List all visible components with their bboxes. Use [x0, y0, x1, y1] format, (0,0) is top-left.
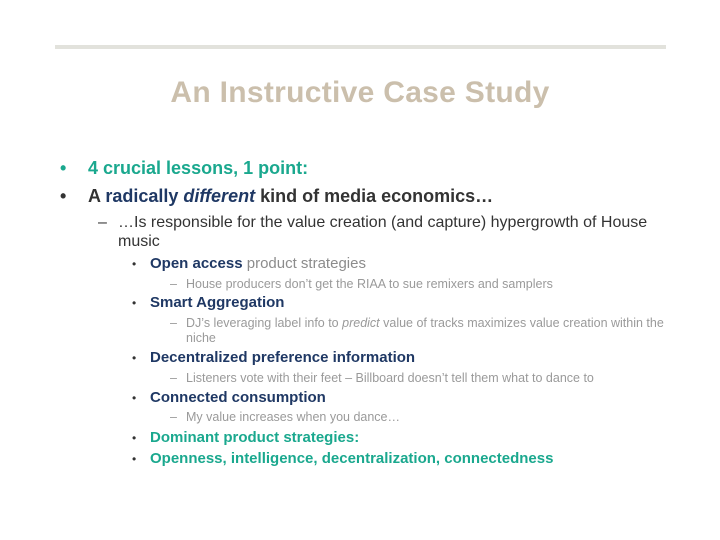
item-label	[150, 255, 366, 272]
item-key: Smart Aggregation	[150, 294, 285, 311]
sub-bullet-hypergrowth-text: …Is responsible for the value creation (and capture) hypergrowth of House music	[118, 214, 648, 250]
text-run: A	[88, 186, 106, 206]
bullet-marker: •	[132, 257, 137, 271]
bullet-lessons-text: 4 crucial lessons, 1 point:	[88, 158, 309, 178]
item-label	[150, 349, 415, 366]
bullet-marker: •	[132, 452, 137, 466]
bullet-marker: •	[132, 431, 137, 445]
dash-marker: –	[98, 214, 107, 231]
text-run: value of tracks maximizes value creation within the niche	[186, 316, 664, 345]
dash-marker: –	[170, 316, 177, 330]
conclusion-text: Dominant product strategies:	[150, 429, 360, 446]
bullet-marker: •	[60, 186, 67, 206]
text-run: kind of media economics…	[255, 186, 494, 206]
item-key: Decentralized preference information	[150, 349, 416, 366]
item-rest: product strategies	[242, 255, 366, 272]
item-label	[150, 389, 326, 406]
detail-text: My value increases when you dance…	[186, 410, 401, 424]
accent-different: different	[183, 186, 256, 206]
detail-text: House producers don’t get the RIAA to sue remixers and samplers	[186, 277, 553, 291]
dash-marker: –	[170, 371, 177, 385]
conclusion-text: Openness, intelligence, decentralization, connectedness	[150, 450, 554, 467]
bullet-marker: •	[132, 351, 137, 365]
bullet-marker: •	[132, 296, 137, 310]
item-key: Open access	[150, 255, 243, 272]
dash-marker: –	[170, 410, 177, 424]
title-divider	[55, 45, 666, 49]
detail-text: Listeners vote with their feet – Billboard doesn’t tell them what to dance to	[186, 371, 594, 385]
item-key: Connected consumption	[150, 389, 326, 406]
text-run-italic: predict	[342, 316, 380, 330]
dash-marker: –	[170, 277, 177, 291]
bullet-marker: •	[132, 391, 137, 405]
slide-title: An Instructive Case Study	[170, 76, 550, 109]
bullet-marker: •	[60, 158, 67, 178]
item-label	[150, 294, 284, 311]
text-run: DJ’s leveraging label info to	[186, 316, 343, 330]
detail-text	[186, 316, 671, 346]
bullet-media-economics-text	[88, 186, 493, 207]
accent-radically: radically	[105, 186, 184, 206]
